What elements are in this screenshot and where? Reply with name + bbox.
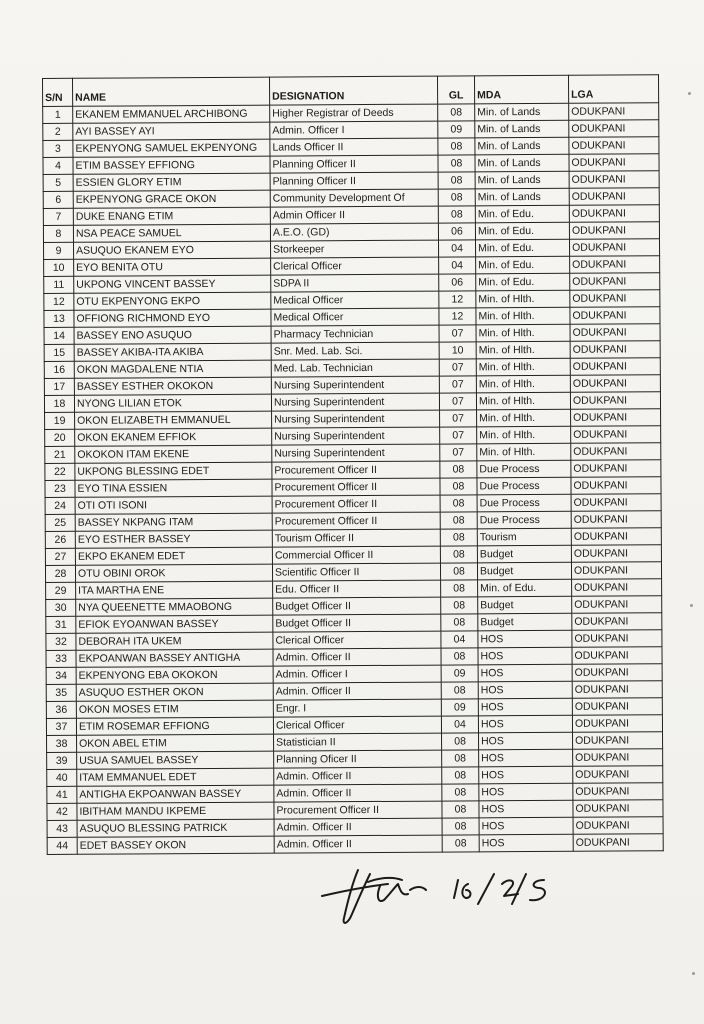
row-lga: ODUKPANI [573, 749, 663, 767]
header-designation: DESIGNATION [269, 76, 437, 105]
row-name: NSA PEACE SAMUEL [73, 224, 270, 242]
row-lga: ODUKPANI [571, 477, 661, 495]
row-designation: Statistician II [274, 733, 442, 751]
row-gl: 12 [439, 308, 476, 325]
row-sn: 23 [45, 480, 75, 497]
row-mda: HOS [479, 732, 573, 750]
row-name: ASUQUO EKANEM EYO [74, 241, 271, 259]
row-lga: ODUKPANI [572, 579, 662, 597]
row-designation: A.E.O. (GD) [270, 223, 438, 241]
row-designation: Procurement Officer II [272, 512, 440, 530]
row-sn: 26 [45, 531, 75, 548]
row-mda: Min. of Hlth. [477, 443, 571, 461]
row-name: UKPONG VINCENT BASSEY [74, 275, 271, 293]
row-lga: ODUKPANI [571, 562, 661, 580]
row-gl: 04 [438, 240, 475, 257]
row-name: EDET BASSEY OKON [77, 836, 274, 854]
row-designation: Medical Officer [271, 308, 439, 326]
row-sn: 27 [45, 548, 75, 565]
row-gl: 08 [442, 801, 479, 818]
row-gl: 08 [440, 529, 477, 546]
row-lga: ODUKPANI [571, 409, 661, 427]
row-designation: Nursing Superintendent [272, 427, 440, 445]
row-lga: ODUKPANI [570, 324, 660, 342]
row-lga: ODUKPANI [572, 630, 662, 648]
row-lga: ODUKPANI [573, 834, 663, 852]
row-gl: 08 [438, 189, 475, 206]
row-designation: Admin. Officer II [274, 767, 442, 785]
row-designation: Med. Lab. Technician [271, 359, 439, 377]
row-sn: 3 [43, 140, 73, 157]
row-lga: ODUKPANI [569, 188, 659, 206]
row-sn: 14 [44, 327, 74, 344]
row-lga: ODUKPANI [569, 171, 659, 189]
row-designation: Planning Officer II [270, 155, 438, 173]
row-mda: HOS [479, 817, 573, 835]
row-mda: Min. of Lands [475, 154, 569, 172]
row-mda: Min. of Lands [475, 137, 569, 155]
row-designation: Procurement Officer II [272, 478, 440, 496]
handwritten-signature [318, 860, 568, 930]
row-sn: 25 [45, 514, 75, 531]
row-name: EKPO EKANEM EDET [75, 547, 272, 565]
row-name: ESSIEN GLORY ETIM [73, 173, 270, 191]
row-sn: 38 [47, 735, 77, 752]
row-name: OKON EKANEM EFFIOK [75, 428, 272, 446]
row-lga: ODUKPANI [572, 698, 662, 716]
row-mda: Budget [477, 562, 571, 580]
row-lga: ODUKPANI [572, 647, 662, 665]
row-sn: 11 [44, 276, 74, 293]
row-mda: Tourism [477, 528, 571, 546]
row-name: ETIM ROSEMAR EFFIONG [76, 717, 273, 735]
row-mda: Budget [478, 596, 572, 614]
row-designation: Storkeeper [271, 240, 439, 258]
row-name: DEBORAH ITA UKEM [76, 632, 273, 650]
row-mda: Budget [477, 545, 571, 563]
row-lga: ODUKPANI [570, 273, 660, 291]
row-gl: 04 [441, 716, 478, 733]
row-gl: 08 [438, 138, 475, 155]
row-lga: ODUKPANI [570, 341, 660, 359]
row-mda: Min. of Lands [475, 171, 569, 189]
row-name: NYA QUEENETTE MMAOBONG [76, 598, 273, 616]
row-designation: Admin. Officer I [273, 665, 441, 683]
row-name: ITA MARTHA ENE [76, 581, 273, 599]
row-mda: HOS [479, 766, 573, 784]
row-sn: 16 [44, 361, 74, 378]
row-gl: 07 [440, 427, 477, 444]
row-name: USUA SAMUEL BASSEY [77, 751, 274, 769]
row-lga: ODUKPANI [571, 494, 661, 512]
row-mda: HOS [478, 715, 572, 733]
row-sn: 22 [45, 463, 75, 480]
row-lga: ODUKPANI [571, 443, 661, 461]
row-gl: 08 [440, 495, 477, 512]
row-lga: ODUKPANI [571, 545, 661, 563]
row-mda: Due Process [477, 511, 571, 529]
row-lga: ODUKPANI [569, 205, 659, 223]
row-name: EKPENYONG EBA OKOKON [76, 666, 273, 684]
row-gl: 08 [441, 597, 478, 614]
row-sn: 2 [43, 123, 73, 140]
header-sn: S/N [43, 78, 73, 106]
row-sn: 18 [44, 395, 74, 412]
row-gl: 06 [438, 223, 475, 240]
row-name: OKON ABEL ETIM [77, 734, 274, 752]
row-name: OTU EKPENYONG EKPO [74, 292, 271, 310]
row-mda: Min. of Lands [475, 103, 569, 121]
row-designation: Admin. Officer II [273, 648, 441, 666]
row-mda: HOS [479, 834, 573, 852]
row-gl: 08 [440, 546, 477, 563]
row-designation: Nursing Superintendent [271, 376, 439, 394]
row-gl: 12 [439, 291, 476, 308]
row-gl: 07 [440, 444, 477, 461]
row-name: OKON ELIZABETH EMMANUEL [75, 411, 272, 429]
row-lga: ODUKPANI [569, 103, 659, 121]
row-gl: 08 [441, 648, 478, 665]
header-mda: MDA [474, 75, 568, 104]
row-lga: ODUKPANI [569, 137, 659, 155]
row-lga: ODUKPANI [573, 817, 663, 835]
row-name: EYO TINA ESSIEN [75, 479, 272, 497]
row-mda: Min. of Edu. [475, 222, 569, 240]
row-mda: Min. of Hlth. [477, 426, 571, 444]
row-designation: Clerical Officer [271, 257, 439, 275]
row-lga: ODUKPANI [569, 120, 659, 138]
row-mda: Min. of Hlth. [476, 307, 570, 325]
row-mda: Min. of Edu. [476, 273, 570, 291]
row-lga: ODUKPANI [570, 307, 660, 325]
row-sn: 29 [46, 582, 76, 599]
row-mda: Min. of Hlth. [477, 409, 571, 427]
row-designation: Edu. Officer II [273, 580, 441, 598]
row-designation: Tourism Officer II [272, 529, 440, 547]
row-sn: 32 [46, 633, 76, 650]
row-gl: 08 [438, 206, 475, 223]
row-sn: 1 [43, 106, 73, 123]
row-name: EKPOANWAN BASSEY ANTIGHA [76, 649, 273, 667]
row-mda: Min. of Hlth. [476, 341, 570, 359]
row-sn: 24 [45, 497, 75, 514]
row-gl: 07 [439, 325, 476, 342]
row-gl: 09 [438, 121, 475, 138]
row-sn: 33 [46, 650, 76, 667]
table-header-row [43, 75, 659, 107]
row-gl: 10 [439, 342, 476, 359]
row-name: BASSEY AKIBA-ITA AKIBA [74, 343, 271, 361]
row-lga: ODUKPANI [573, 783, 663, 801]
row-mda: Min. of Edu. [475, 239, 569, 257]
row-designation: Procurement Officer II [274, 801, 442, 819]
row-mda: HOS [478, 630, 572, 648]
row-name: ASUQUO ESTHER OKON [76, 683, 273, 701]
row-mda: HOS [478, 664, 572, 682]
row-name: EKPENYONG SAMUEL EKPENYONG [73, 139, 270, 157]
row-gl: 07 [439, 376, 476, 393]
row-gl: 08 [440, 478, 477, 495]
row-sn: 28 [45, 565, 75, 582]
row-name: ANTIGHA EKPOANWAN BASSEY [77, 785, 274, 803]
row-sn: 12 [44, 293, 74, 310]
row-mda: Min. of Hlth. [476, 290, 570, 308]
row-sn: 6 [43, 191, 73, 208]
row-name: OKON MOSES ETIM [76, 700, 273, 718]
row-lga: ODUKPANI [572, 681, 662, 699]
row-gl: 07 [439, 393, 476, 410]
row-gl: 09 [441, 665, 478, 682]
row-mda: Budget [478, 613, 572, 631]
row-gl: 08 [441, 614, 478, 631]
row-mda: Min. of Hlth. [476, 358, 570, 376]
row-name: EYO ESTHER BASSEY [75, 530, 272, 548]
row-lga: ODUKPANI [572, 613, 662, 631]
row-designation: Admin. Officer II [274, 835, 442, 853]
row-designation: Commercial Officer II [272, 546, 440, 564]
row-name: OTU OBINI OROK [75, 564, 272, 582]
row-sn: 35 [46, 684, 76, 701]
row-gl: 09 [441, 699, 478, 716]
row-sn: 37 [46, 718, 76, 735]
row-lga: ODUKPANI [571, 528, 661, 546]
row-lga: ODUKPANI [571, 460, 661, 478]
row-lga: ODUKPANI [572, 596, 662, 614]
row-designation: Procurement Officer II [272, 461, 440, 479]
row-designation: Planning Oficer II [274, 750, 442, 768]
row-mda: Min. of Hlth. [476, 375, 570, 393]
row-lga: ODUKPANI [570, 290, 660, 308]
row-name: OKON MAGDALENE NTIA [74, 360, 271, 378]
row-name: BASSEY ENO ASUQUO [74, 326, 271, 344]
row-name: IBITHAM MANDU IKPEME [77, 802, 274, 820]
row-lga: ODUKPANI [571, 511, 661, 529]
row-designation: Budget Officer II [273, 614, 441, 632]
row-gl: 08 [442, 767, 479, 784]
row-sn: 13 [44, 310, 74, 327]
header-lga: LGA [568, 75, 658, 104]
row-name: ASUQUO BLESSING PATRICK [77, 819, 274, 837]
staff-table [42, 74, 664, 855]
row-lga: ODUKPANI [569, 154, 659, 172]
row-designation: Admin. Officer II [274, 818, 442, 836]
row-designation: Pharmacy Technician [271, 325, 439, 343]
row-gl: 06 [439, 274, 476, 291]
row-sn: 31 [46, 616, 76, 633]
row-lga: ODUKPANI [570, 358, 660, 376]
row-gl: 07 [439, 359, 476, 376]
row-mda: HOS [479, 783, 573, 801]
row-designation: Nursing Superintendent [272, 410, 440, 428]
row-gl: 04 [439, 257, 476, 274]
row-sn: 5 [43, 174, 73, 191]
row-name: BASSEY NKPANG ITAM [75, 513, 272, 531]
row-designation: Budget Officer II [273, 597, 441, 615]
row-gl: 08 [442, 835, 479, 852]
table-row [47, 834, 663, 855]
row-mda: Min. of Edu. [476, 256, 570, 274]
row-designation: Admin. Officer I [270, 121, 438, 139]
row-mda: Min. of Edu. [478, 579, 572, 597]
row-gl: 08 [438, 155, 475, 172]
row-name: OFFIONG RICHMOND EYO [74, 309, 271, 327]
row-lga: ODUKPANI [570, 256, 660, 274]
row-designation: Planning Officer II [270, 172, 438, 190]
row-lga: ODUKPANI [569, 239, 659, 257]
row-name: NYONG LILIAN ETOK [74, 394, 271, 412]
row-sn: 17 [44, 378, 74, 395]
row-gl: 04 [441, 631, 478, 648]
row-designation: Medical Officer [271, 291, 439, 309]
row-name: ITAM EMMANUEL EDET [77, 768, 274, 786]
row-name: AYI BASSEY AYI [73, 122, 270, 140]
row-sn: 44 [47, 837, 77, 854]
row-gl: 08 [442, 733, 479, 750]
row-mda: Min. of Hlth. [476, 392, 570, 410]
row-sn: 4 [43, 157, 73, 174]
row-name: EKPENYONG GRACE OKON [73, 190, 270, 208]
row-lga: ODUKPANI [570, 392, 660, 410]
row-designation: Community Development Of [270, 189, 438, 207]
row-gl: 08 [440, 563, 477, 580]
row-mda: HOS [478, 698, 572, 716]
row-gl: 08 [440, 461, 477, 478]
row-name: EYO BENITA OTU [74, 258, 271, 276]
row-designation: Engr. I [273, 699, 441, 717]
row-designation: Nursing Superintendent [272, 444, 440, 462]
header-gl: GL [437, 76, 474, 104]
row-name: DUKE ENANG ETIM [73, 207, 270, 225]
row-designation: Scientific Officer II [272, 563, 440, 581]
row-sn: 36 [46, 701, 76, 718]
row-lga: ODUKPANI [573, 732, 663, 750]
row-name: BASSEY ESTHER OKOKON [74, 377, 271, 395]
row-designation: Snr. Med. Lab. Sci. [271, 342, 439, 360]
row-lga: ODUKPANI [572, 664, 662, 682]
row-designation: SDPA II [271, 274, 439, 292]
row-name: OKOKON ITAM EKENE [75, 445, 272, 463]
row-gl: 08 [442, 750, 479, 767]
row-designation: Clerical Officer [273, 631, 441, 649]
row-name: ETIM BASSEY EFFIONG [73, 156, 270, 174]
row-gl: 08 [441, 580, 478, 597]
row-sn: 30 [46, 599, 76, 616]
row-sn: 8 [43, 225, 73, 242]
row-gl: 08 [441, 682, 478, 699]
row-designation: Admin. Officer II [273, 682, 441, 700]
row-sn: 19 [45, 412, 75, 429]
row-designation: Procurement Officer II [272, 495, 440, 513]
header-name: NAME [73, 77, 270, 106]
row-lga: ODUKPANI [573, 766, 663, 784]
row-gl: 08 [438, 172, 475, 189]
row-gl: 08 [440, 512, 477, 529]
row-designation: Clerical Officer [273, 716, 441, 734]
row-name: OTI OTI ISONI [75, 496, 272, 514]
row-sn: 15 [44, 344, 74, 361]
row-mda: Due Process [477, 477, 571, 495]
row-lga: ODUKPANI [572, 715, 662, 733]
row-sn: 9 [44, 242, 74, 259]
table-body [43, 103, 664, 855]
row-sn: 41 [47, 786, 77, 803]
row-lga: ODUKPANI [573, 800, 663, 818]
row-sn: 43 [47, 820, 77, 837]
row-name: EFIOK EYOANWAN BASSEY [76, 615, 273, 633]
row-designation: Admin Officer II [270, 206, 438, 224]
row-mda: Due Process [477, 494, 571, 512]
row-lga: ODUKPANI [569, 222, 659, 240]
row-mda: Min. of Lands [475, 120, 569, 138]
row-sn: 20 [45, 429, 75, 446]
row-mda: Min. of Edu. [475, 205, 569, 223]
row-mda: HOS [479, 800, 573, 818]
row-gl: 08 [438, 104, 475, 121]
row-mda: Min. of Lands [475, 188, 569, 206]
row-designation: Nursing Superintendent [271, 393, 439, 411]
row-sn: 39 [47, 752, 77, 769]
row-gl: 08 [442, 818, 479, 835]
row-sn: 34 [46, 667, 76, 684]
row-sn: 21 [45, 446, 75, 463]
row-designation: Admin. Officer II [274, 784, 442, 802]
row-gl: 08 [442, 784, 479, 801]
row-lga: ODUKPANI [571, 426, 661, 444]
row-sn: 42 [47, 803, 77, 820]
row-sn: 40 [47, 769, 77, 786]
row-name: EKANEM EMMANUEL ARCHIBONG [73, 105, 270, 123]
row-mda: HOS [478, 647, 572, 665]
row-lga: ODUKPANI [570, 375, 660, 393]
row-name: UKPONG BLESSING EDET [75, 462, 272, 480]
row-gl: 07 [440, 410, 477, 427]
row-mda: HOS [479, 749, 573, 767]
row-mda: Min. of Hlth. [476, 324, 570, 342]
row-designation: Lands Officer II [270, 138, 438, 156]
row-mda: Due Process [477, 460, 571, 478]
row-sn: 10 [44, 259, 74, 276]
row-designation: Higher Registrar of Deeds [270, 104, 438, 122]
row-mda: HOS [478, 681, 572, 699]
row-sn: 7 [43, 208, 73, 225]
